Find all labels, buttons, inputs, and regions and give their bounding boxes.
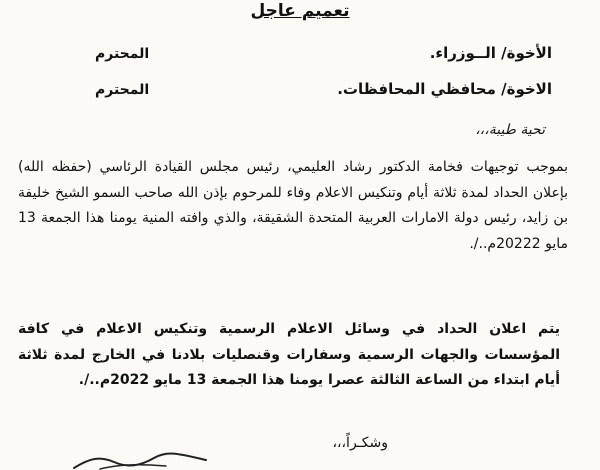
document-title: تعميم عاجل (250, 1, 350, 21)
signature-icon (70, 452, 210, 470)
respect-label-ministers: المحترم (95, 46, 150, 62)
paragraph-instructions: يتم اعلان الحداد في وسائل الاعلام الرسمية وتنكيس الاعلام في كافة المؤسسات والجهات الرسمية وسفارات وقنصليات بلادنا في الخارج لمدة ثلاثة أيام ابتداء من الساعة الثالثة عصرا يومنا هذا الجمعة 13 مايو 2022م../. (18, 321, 560, 388)
addressee-governors: الاخوة/ محافظي المحافظات. (337, 80, 552, 98)
paragraph-directive: بموجب توجيهات فخامة الدكتور رشاد العليمي، رئيس مجلس القيادة الرئاسي (حفظه الله) بإعلان الحداد لمدة ثلاثة أيام وتنكيس الاعلام وفاء للمرحوم بإذن الله صاحب السمو الشيخ خليفة بن زايد، رئيس دولة الامارات العربية المتحدة الشقيقة، والذي وافته المنية يومنا هذا الجمعة 13 مايو 20222م../. (18, 159, 568, 252)
respect-label-governors: المحترم (95, 82, 150, 98)
addressee-ministers: الأخوة/ الــوزراء. (429, 44, 552, 62)
addressee-line-governors (95, 80, 552, 98)
closing-thanks: وشكـراً،،، (332, 435, 388, 451)
greeting: تحية طيبة،،، (475, 122, 545, 138)
addressee-line-ministers (95, 44, 552, 62)
